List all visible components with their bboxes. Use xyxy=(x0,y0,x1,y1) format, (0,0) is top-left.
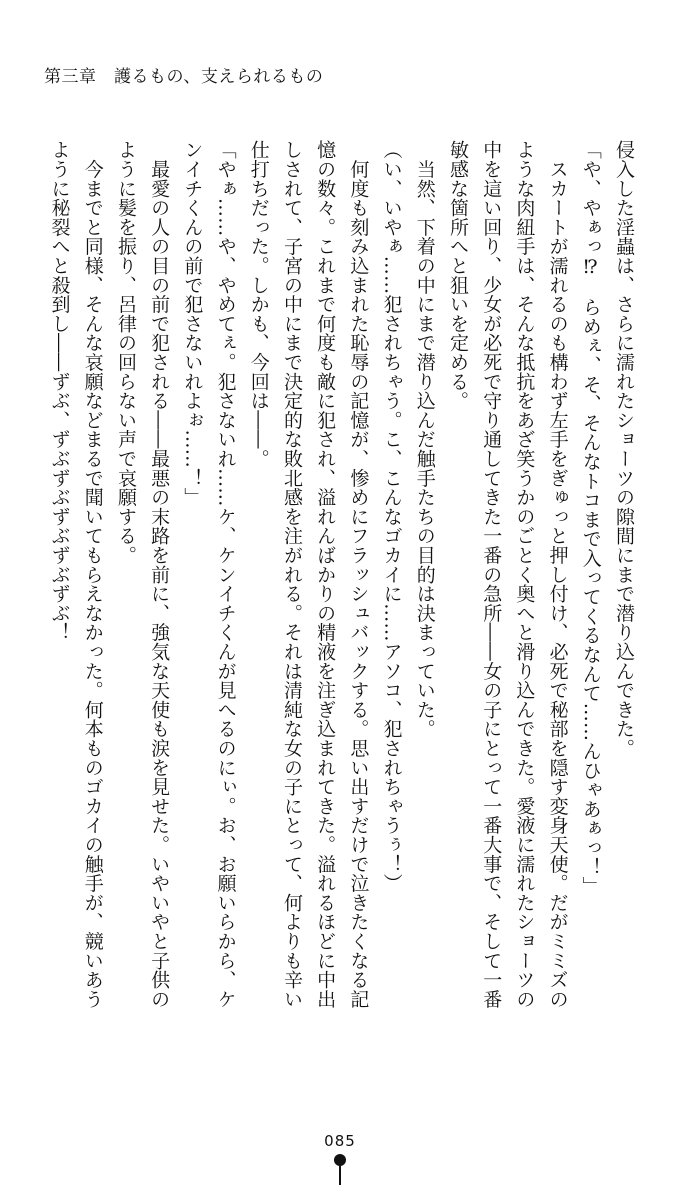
body-text xyxy=(40,140,640,1020)
paragraph: 侵入した淫蟲は、さらに濡れたショーツの隙間にまで潜り込んできた。 xyxy=(613,140,635,758)
paragraph: 最愛の人の目の前で犯される――最悪の末路を前に、強気な天使も涙を見せた。いやいやと子供のように髪を振り、呂律の回らない声で哀願する。 xyxy=(114,140,171,1009)
page-marker-line xyxy=(339,1164,341,1185)
paragraph: （い、いやぁ……犯されちゃう。こ、こんなゴカイに……アソコ、犯されちゃうぅ！） xyxy=(380,140,403,893)
paragraph: 「や、やぁっ⁉ らめぇ、そ、そんなトコまで入ってくるなんて……んひゃあぁっ！」 xyxy=(579,140,602,896)
page-number: 085 xyxy=(324,1132,356,1150)
paragraph: 「やぁ……や、やめてぇ。犯さないれ……ケ、ケンイチくんが見へるのにぃ。お、お願いらから、ケンイチくんの前で犯さないれよぉ……！」 xyxy=(181,140,237,1009)
paragraph: 何度も刻み込まれた恥辱の記憶が、惨めにフラッシュバックする。思い出すだけで泣きたくなる記憶の数々。これまで何度も敵に犯され、溢れんばかりの精液を注ぎ込まれてきた。溢れるほどに中出しされて、子宮の中にまで決定的な敗北感を注がれる。それは清純な女の子にとって、何よりも辛い仕打ちだった。しかも、今回は――。 xyxy=(247,140,370,1009)
paragraph: 今までと同様、そんな哀願などまるで聞いてもらえなかった。何本ものゴカイの触手が、競いあうように秘裂へと殺到し――ずぶ、ずぶずぶずぶずぶずぶ！ xyxy=(48,140,104,1009)
paragraph: スカートが濡れるのも構わず左手をぎゅっと押し付け、必死で秘部を隠す変身天使。だがミミズのような肉紐手は、そんな抵抗をあざ笑うかのごとく奥へと滑り込んできた。愛液に濡れたショーツの中を這い回り、少女が必死で守り通してきた一番の急所――女の子にとって一番大事で、そして一番敏感な箇所へと狙いを定める。 xyxy=(446,140,569,1009)
chapter-header: 第三章 護るもの、支えられるもの xyxy=(44,67,324,87)
paragraph: 当然、下着の中にまで潜り込んだ触手たちの目的は決まっていた。 xyxy=(413,140,436,739)
